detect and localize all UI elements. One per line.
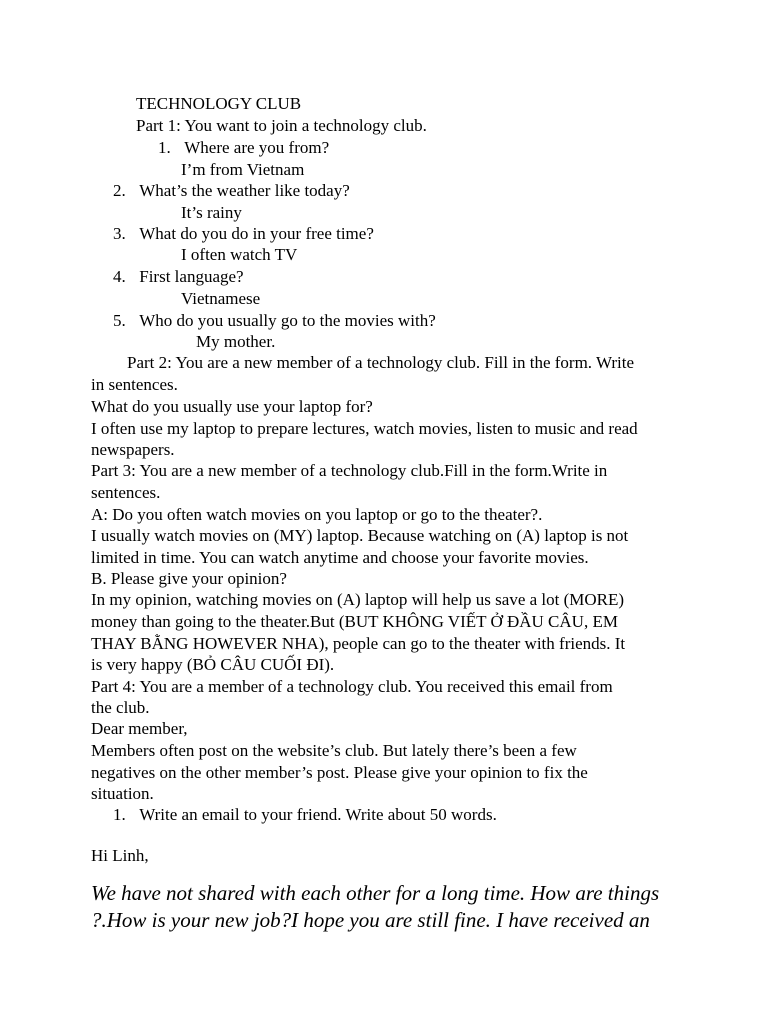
list-item xyxy=(113,311,436,331)
list-number: 3. xyxy=(113,224,126,243)
part3-answer-b-cont: THAY BẰNG HOWEVER NHA), people can go to the theater with friends. It xyxy=(91,634,626,653)
email-greeting: Hi Linh, xyxy=(91,846,149,865)
part3-heading: Part 3: You are a new member of a technology club.Fill in the form.Write in xyxy=(91,461,608,480)
part2-answer-cont: newspapers. xyxy=(91,440,175,459)
question-text: Where are you from? xyxy=(184,138,330,157)
question-text: What’s the weather like today? xyxy=(139,181,350,200)
part3-answer-b-cont: money than going to the theater.But (BUT KHÔNG VIẾT Ở ĐẦU CÂU, EM xyxy=(91,612,618,631)
part2-heading-cont: in sentences. xyxy=(91,375,178,394)
email-body-cont: negatives on the other member’s post. Please give your opinion to fix the xyxy=(91,763,588,782)
email-salutation: Dear member, xyxy=(91,719,188,738)
part3-answer-a: I usually watch movies on (MY) laptop. Because watching on (A) laptop is not xyxy=(91,526,629,545)
answer-text: I often watch TV xyxy=(181,245,298,264)
list-item xyxy=(113,181,350,201)
email-body: Members often post on the website’s club. But lately there’s been a few xyxy=(91,741,577,760)
part3-question-a: A: Do you often watch movies on you laptop or go to the theater?. xyxy=(91,505,543,524)
part3-answer-b: In my opinion, watching movies on (A) laptop will help us save a lot (MORE) xyxy=(91,590,625,609)
list-item xyxy=(113,805,497,825)
answer-text: Vietnamese xyxy=(181,289,261,308)
part4-heading: Part 4: You are a member of a technology club. You received this email from xyxy=(91,677,613,696)
list-number: 1. xyxy=(158,138,171,157)
part2-question: What do you usually use your laptop for? xyxy=(91,397,373,416)
email-letter-line: We have not shared with each other for a long time. How are things xyxy=(91,881,660,905)
list-item xyxy=(113,224,374,244)
part3-question-b: B. Please give your opinion? xyxy=(91,569,287,588)
list-number: 1. xyxy=(113,805,126,824)
list-item xyxy=(158,138,329,158)
task-text: Write an email to your friend. Write about 50 words. xyxy=(139,805,497,824)
list-number: 2. xyxy=(113,181,126,200)
answer-text: It’s rainy xyxy=(181,203,242,222)
document-title: TECHNOLOGY CLUB xyxy=(136,94,302,113)
part2-answer: I often use my laptop to prepare lectures, watch movies, listen to music and read xyxy=(91,419,638,438)
part3-heading-cont: sentences. xyxy=(91,483,161,502)
list-number: 5. xyxy=(113,311,126,330)
email-letter-line: ?.How is your new job?I hope you are still fine. I have received an xyxy=(91,908,650,932)
question-text: Who do you usually go to the movies with? xyxy=(139,311,436,330)
part4-heading-cont: the club. xyxy=(91,698,150,717)
part1-heading: Part 1: You want to join a technology club. xyxy=(136,116,427,135)
answer-text: I’m from Vietnam xyxy=(181,160,305,179)
part3-answer-b-cont: is very happy (BỎ CÂU CUỐI ĐI). xyxy=(91,655,335,674)
part3-answer-a-cont: limited in time. You can watch anytime and choose your favorite movies. xyxy=(91,548,589,567)
list-number: 4. xyxy=(113,267,126,286)
question-text: First language? xyxy=(139,267,244,286)
email-body-cont: situation. xyxy=(91,784,154,803)
part2-heading: Part 2: You are a new member of a technology club. Fill in the form. Write xyxy=(127,353,635,372)
answer-text: My mother. xyxy=(196,332,276,351)
list-item xyxy=(113,267,244,287)
question-text: What do you do in your free time? xyxy=(139,224,374,243)
